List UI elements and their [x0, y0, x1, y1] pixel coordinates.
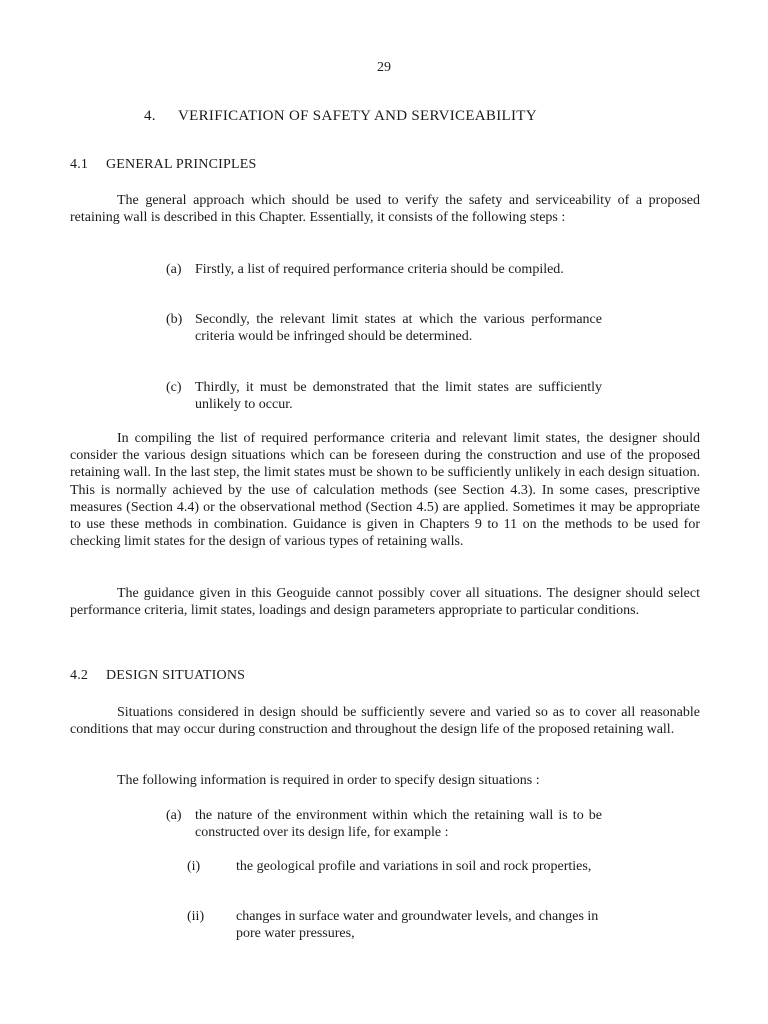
list-marker: (a) [166, 808, 182, 823]
list-text: changes in surface water and groundwater levels, and changes in pore water pressures, [236, 909, 599, 942]
paragraph-compiling: In compiling the list of required performance criteria and relevant limit states, the designer should consider the various design situations which can be foreseen during the construction and use of the proposed retaining wall. In the last step, the limit states must be shown to be sufficiently unlikely in each design situation. This is normally achieved by the use of calculation methods (see Section 4.3). In some cases, prescriptive measures (Section 4.4) or the observational method (Section 4.5) are applied. Sometimes it may be appropriate to use these methods in combination. Guidance is given in Chapters 9 to 11 on the methods to be used for checking limit states for the design of various types of retaining walls. [70, 431, 700, 550]
list-marker: (a) [166, 262, 182, 277]
list-marker: (c) [166, 380, 182, 395]
paragraph-intro: The general approach which should be used to verify the safety and serviceability of a proposed retaining wall is described in this Chapter. Essentially, it consists of the following steps : [70, 193, 700, 226]
chapter-heading [144, 108, 704, 125]
list-text: Thirdly, it must be demonstrated that the limit states are sufficiently unlikely to occur. [195, 380, 602, 413]
section-title: GENERAL PRINCIPLES [106, 157, 257, 172]
step-item-c [166, 379, 602, 413]
sub-item-ii [187, 908, 603, 942]
sub-item-i [187, 858, 603, 875]
step-item-b [166, 311, 602, 345]
list-marker: (ii) [187, 909, 205, 924]
section-number: 4.1 [70, 157, 89, 172]
step-item-a [166, 261, 602, 278]
chapter-number: 4. [144, 108, 156, 124]
paragraph-situations: Situations considered in design should be sufficiently severe and varied so as to cover all reasonable conditions that may occur during construction and throughout the design life of the proposed retaining wall. [70, 705, 700, 738]
section-title: DESIGN SITUATIONS [106, 668, 246, 683]
section-heading-4-1 [70, 157, 256, 173]
requirement-item-a [166, 807, 602, 841]
list-text: the nature of the environment within which the retaining wall is to be constructed over its design life, for example : [195, 808, 602, 841]
list-text: Secondly, the relevant limit states at which the various performance criteria would be infringed should be determined. [195, 312, 602, 345]
paragraph-information: The following information is required in order to specify design situations : [117, 773, 540, 788]
chapter-title: VERIFICATION OF SAFETY AND SERVICEABILITY [178, 108, 537, 124]
page-number: 29 [377, 60, 391, 75]
paragraph-guidance: The guidance given in this Geoguide cannot possibly cover all situations. The designer should select performance criteria, limit states, loadings and design parameters appropriate to particular conditions. [70, 586, 700, 619]
section-number: 4.2 [70, 668, 89, 683]
list-marker: (i) [187, 859, 201, 874]
list-text: Firstly, a list of required performance criteria should be compiled. [195, 262, 564, 277]
list-text: the geological profile and variations in soil and rock properties, [236, 859, 592, 874]
list-marker: (b) [166, 312, 183, 327]
section-heading-4-2 [70, 668, 245, 684]
